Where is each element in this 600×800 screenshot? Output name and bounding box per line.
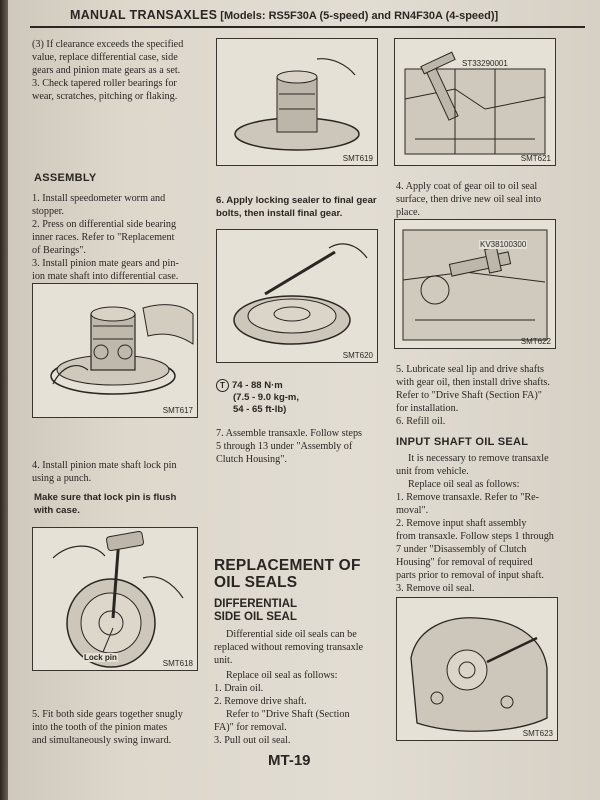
para-line: unit from vehicle. <box>396 466 469 477</box>
lock-pin-illustration <box>33 528 197 670</box>
intro-text <box>32 38 204 103</box>
step-line: 5 through 13 under "Assembly of <box>216 441 353 452</box>
note-line: with case. <box>34 505 80 516</box>
para-line: 3. Pull out oil seal. <box>214 735 291 746</box>
figure-final-gear <box>216 38 378 166</box>
assembly-steps <box>32 192 204 283</box>
step-line: bolts, then install final gear. <box>216 208 343 219</box>
figure-label: SMT622 <box>520 337 551 346</box>
step-line: 5. Lubricate seal lip and drive shafts <box>396 364 544 375</box>
assembly-line: of Bearings". <box>32 245 86 256</box>
note-line: Make sure that lock pin is flush <box>34 492 177 503</box>
para-line: Refer to "Drive Shaft (Section <box>226 709 350 720</box>
intro-line: value, replace differential case, side <box>32 52 178 63</box>
step-line: with gear oil, then install drive shafts. <box>396 377 550 388</box>
page-number: MT-19 <box>268 752 311 769</box>
assembly-line: 2. Press on differential side bearing <box>32 219 177 230</box>
figure-differential-assembly <box>32 283 198 418</box>
figure-label: SMT619 <box>342 154 373 163</box>
step7-text <box>216 427 386 466</box>
para-line: Housing" for removal of required <box>396 557 533 568</box>
differential-text <box>214 628 386 747</box>
step-line: 6. Refill oil. <box>396 416 446 427</box>
para-line: replaced without removing transaxle <box>214 642 364 653</box>
assembly-line: ion mate shaft into differential case. <box>32 271 179 282</box>
figure-oil-seal-puller <box>394 38 556 166</box>
heading-line: REPLACEMENT OF <box>214 557 361 574</box>
assembly-line: inner races. Refer to "Replacement <box>32 232 175 243</box>
intro-line: wear, scratches, pitching or flaking. <box>32 91 178 102</box>
differential-heading <box>214 598 297 624</box>
step4-text <box>32 459 204 485</box>
step-line: 7. Assemble transaxle. Follow steps <box>216 428 363 439</box>
para-line: 1. Remove transaxle. Refer to "Re- <box>396 492 540 503</box>
para-line: It is necessary to remove transaxle <box>408 453 549 464</box>
figure-label: SMT617 <box>162 406 193 415</box>
figure-label: SMT618 <box>162 659 193 668</box>
figure-input-seal <box>396 597 558 741</box>
step4-text <box>396 180 576 219</box>
step-line: 4. Apply coat of gear oil to oil seal <box>396 181 538 192</box>
step-line: 5. Fit both side gears together snugly <box>32 709 183 720</box>
torque-icon: T <box>216 379 229 392</box>
heading-line: SIDE OIL SEAL <box>214 611 297 623</box>
assembly-line: 3. Install pinion mate gears and pin- <box>32 258 179 269</box>
header-rule <box>30 26 585 28</box>
para-line: Replace oil seal as follows: <box>408 479 520 490</box>
para-line: from transaxle. Follow steps 1 through <box>396 531 554 542</box>
input-shaft-heading: INPUT SHAFT OIL SEAL <box>396 436 529 448</box>
step-line: Clutch Housing". <box>216 454 287 465</box>
intro-line: gears and pinion mate gears as a set. <box>32 65 181 76</box>
heading-line: DIFFERENTIAL <box>214 598 298 610</box>
torque-value: 74 - 88 N·m <box>232 380 283 391</box>
para-line: 7 under "Disassembly of Clutch <box>396 544 527 555</box>
final-gear-illustration <box>217 39 377 165</box>
step4-note <box>34 491 206 517</box>
torque-kgm: (7.5 - 9.0 kg-m, <box>233 392 299 403</box>
para-line: moval". <box>396 505 429 516</box>
heading-line: OIL SEALS <box>214 574 298 591</box>
assembly-heading: ASSEMBLY <box>34 172 97 184</box>
para-line: 1. Drain oil. <box>214 683 264 694</box>
figure-seal-drift <box>394 219 556 349</box>
assembly-line: 1. Install speedometer worm and <box>32 193 166 204</box>
lock-pin-callout: Lock pin <box>84 653 117 662</box>
step-line: 4. Install pinion mate shaft lock pin <box>32 460 177 471</box>
replacement-heading <box>214 557 361 591</box>
header-title: MANUAL TRANSAXLES <box>70 8 218 22</box>
figure-label: SMT621 <box>520 154 551 163</box>
step5-text <box>396 363 581 428</box>
seal-drift-illustration <box>395 220 555 348</box>
para-line: Differential side oil seals can be <box>226 629 357 640</box>
figure-label: SMT620 <box>342 351 373 360</box>
figure-torque-bolts <box>216 229 378 363</box>
assembly-line: stopper. <box>32 206 64 217</box>
torque-wrench-illustration <box>217 230 377 362</box>
step-line: 6. Apply locking sealer to final gear <box>216 195 377 206</box>
step5-text <box>32 708 204 747</box>
para-line: unit. <box>214 655 233 666</box>
figure-lock-pin <box>32 527 198 671</box>
binding-edge <box>0 0 8 800</box>
seal-puller-illustration <box>395 39 555 165</box>
tool-number: ST33290001 <box>462 59 508 68</box>
figure-label: SMT623 <box>522 729 553 738</box>
step-line: surface, then drive new oil seal into <box>396 194 542 205</box>
step-line: place. <box>396 207 421 218</box>
para-line: 3. Remove oil seal. <box>396 583 475 594</box>
para-line: Replace oil seal as follows: <box>226 670 338 681</box>
torque-ftlb: 54 - 65 ft-lb) <box>233 404 287 415</box>
para-line: parts prior to removal of input shaft. <box>396 570 544 581</box>
para-line: 2. Remove input shaft assembly <box>396 518 527 529</box>
intro-line: (3) If clearance exceeds the specified <box>32 39 184 50</box>
differential-illustration <box>33 284 197 417</box>
para-line: 2. Remove drive shaft. <box>214 696 307 707</box>
page-header <box>70 8 590 22</box>
tool-number: KV38100300 <box>480 240 527 249</box>
step6-text <box>216 194 386 220</box>
step-line: into the tooth of the pinion mates <box>32 722 168 733</box>
input-seal-illustration <box>397 598 557 740</box>
intro-line: 3. Check tapered roller bearings for <box>32 78 177 89</box>
torque-spec <box>216 379 386 416</box>
step-line: using a punch. <box>32 473 92 484</box>
step-line: and simultaneously swing inward. <box>32 735 172 746</box>
para-line: FA)" for removal. <box>214 722 287 733</box>
step-line: Refer to "Drive Shaft (Section FA)" <box>396 390 542 401</box>
step-line: for installation. <box>396 403 459 414</box>
input-shaft-text <box>396 452 581 595</box>
header-models: [Models: RS5F30A (5-speed) and RN4F30A (4-speed)] <box>220 10 499 22</box>
